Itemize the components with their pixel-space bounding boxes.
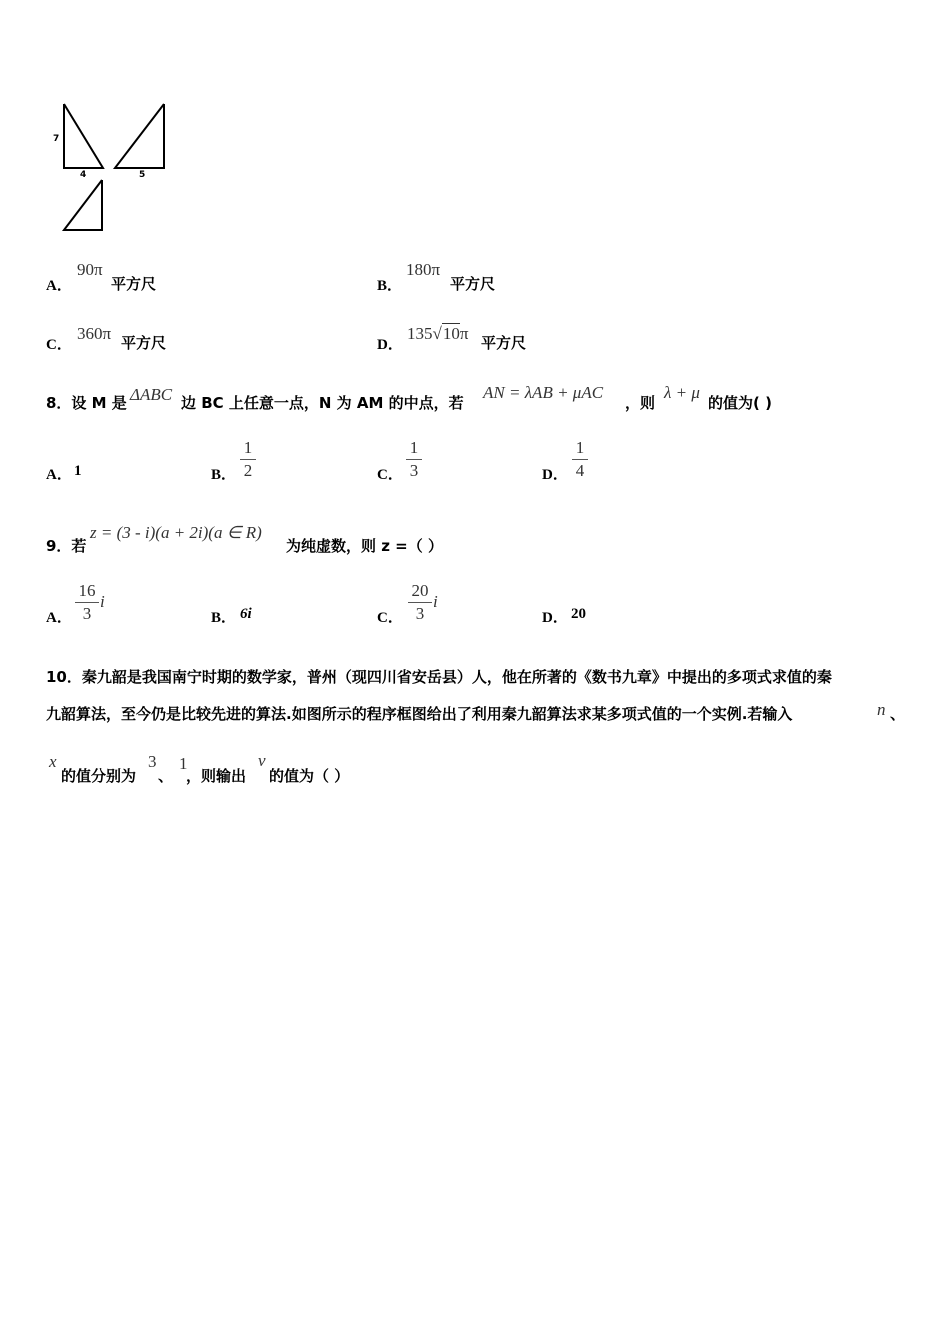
q8-option-c-label: C．: [377, 467, 403, 483]
top-view-triangle: [64, 180, 102, 230]
q9-option-c-label: C．: [377, 610, 403, 626]
q9-option-d-label: D．: [542, 610, 568, 626]
q7-option-d-unit: 平方尺: [481, 334, 527, 352]
label-7: 7: [53, 134, 60, 144]
label-4: 4: [80, 170, 87, 180]
q10-value-1: 1: [179, 754, 188, 773]
q10-var-x: x: [49, 752, 57, 771]
q8-option-b-fraction: 1 2: [240, 438, 256, 481]
q7-option-a-unit: 平方尺: [111, 275, 157, 293]
q8-option-d-label: D．: [542, 467, 568, 483]
q8-triangle: ΔABC: [130, 385, 173, 404]
q10-sep-2: 、: [158, 767, 174, 785]
front-view-triangle: [64, 104, 103, 168]
side-view-triangle: [115, 104, 164, 168]
q7-option-d-value: 135√10π: [407, 324, 469, 343]
q10-line-3c: 的值为（ ）: [269, 767, 350, 785]
q8-option-a-value: 1: [74, 463, 82, 479]
q8-option-d-fraction: 1 4: [572, 438, 588, 481]
q9-option-c-fraction: 20 3: [408, 581, 432, 624]
q8-mid2: ，则: [625, 394, 656, 412]
q10-var-v: v: [258, 751, 266, 770]
q10-line-1: 10．秦九韶是我国南宁时期的数学家，普州（现四川省安岳县）人，他在所著的《数书九章》中提出的多项式求值的秦: [46, 668, 832, 686]
q7-option-b-value: 180π: [406, 260, 441, 279]
q7-option-b-unit: 平方尺: [450, 275, 496, 293]
q10-line-3b: ，则输出: [186, 767, 247, 785]
q8-expression: λ + μ: [664, 383, 700, 402]
q10-sep-1: 、: [890, 705, 906, 723]
q9-option-b-value: 6i: [240, 606, 252, 622]
q7-option-d-label: D．: [377, 337, 403, 353]
q7-option-c-label: C．: [46, 337, 72, 353]
q10-var-n: n: [877, 700, 886, 719]
label-5: 5: [139, 170, 146, 180]
q9-option-b-label: B．: [211, 610, 237, 626]
q9-option-a-fraction: 16 3: [75, 581, 99, 624]
q10-line-3a: 的值分别为: [61, 767, 137, 785]
q9-option-a-label: A．: [46, 610, 72, 626]
q7-option-a-value: 90π: [77, 260, 103, 279]
q8-option-a-label: A．: [46, 467, 72, 483]
q9-option-d-value: 20: [571, 606, 586, 622]
q9-equation: z = (3 - i)(a + 2i)(a ∈ R): [90, 523, 262, 542]
q8-suffix: 的值为( ): [708, 394, 772, 412]
q9-option-a-imag: i: [100, 592, 105, 611]
q8-option-c-fraction: 1 3: [406, 438, 422, 481]
q9-prefix: 9．若: [46, 537, 87, 555]
q8-option-b-label: B．: [211, 467, 237, 483]
q10-line-2: 九韶算法，至今仍是比较先进的算法.如图所示的程序框图给出了利用秦九韶算法求某多项式值的一个实例.若输入: [46, 705, 793, 723]
q7-option-c-value: 360π: [77, 324, 112, 343]
q7-option-c-unit: 平方尺: [121, 334, 167, 352]
three-view-figure: [48, 98, 178, 238]
q7-option-a-label: A．: [46, 278, 72, 294]
q9-suffix: 为纯虚数，则 z =（ ）: [286, 537, 443, 555]
q8-mid: 边 BC 上任意一点，N 为 AM 的中点，若: [181, 394, 464, 412]
q9-option-c-imag: i: [433, 592, 438, 611]
q8-equation: AN = λAB + μAC: [483, 383, 604, 402]
q7-option-b-label: B．: [377, 278, 403, 294]
q8-prefix: 8．设 M 是: [46, 394, 127, 412]
q10-value-3: 3: [148, 752, 157, 771]
